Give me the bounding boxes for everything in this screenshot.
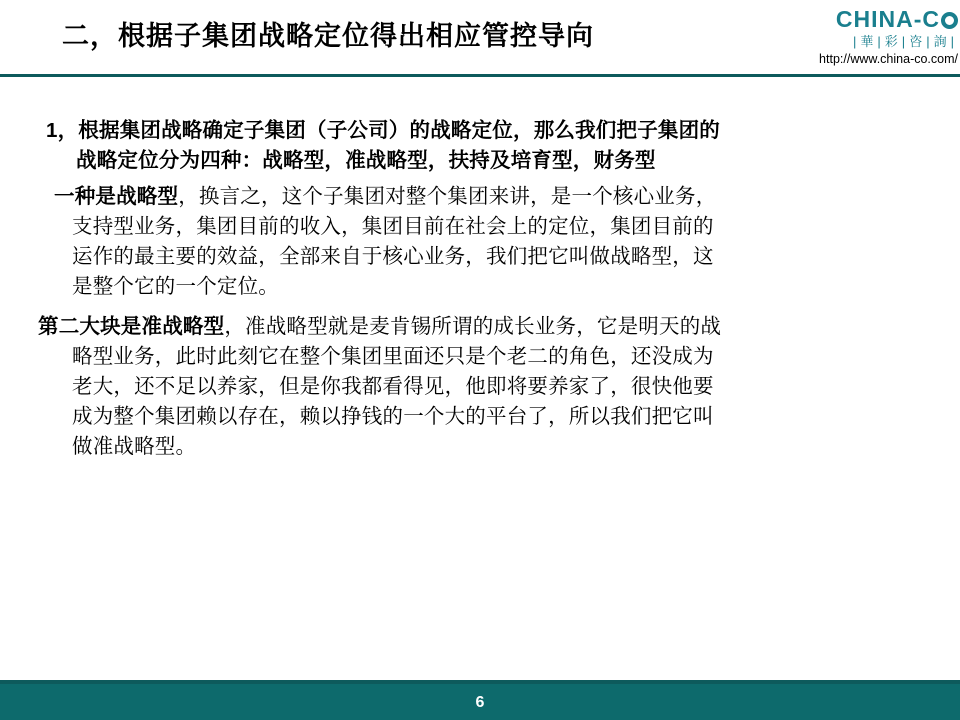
slide-header — [0, 0, 960, 75]
paragraph-2-lead: 一种是战略型 — [54, 185, 179, 208]
company-url[interactable]: http://www.china-co.com/ — [819, 51, 958, 66]
paragraph-1 — [46, 116, 926, 176]
logo-char-3: 咨 — [909, 34, 926, 49]
slide-body — [0, 100, 960, 670]
paragraph-3-first-line — [34, 312, 928, 342]
logo-char-2: 彩 — [884, 34, 901, 49]
paragraph-3-line-4: 成为整个集团赖以存在，赖以挣钱的一个大的平台了，所以我们把它叫 — [72, 405, 714, 428]
paragraph-1-line-2: 战略定位分为四种：战略型，准战略型，扶持及培育型，财务型 — [76, 149, 656, 172]
paragraph-2-line-3: 运作的最主要的效益，全部来自于核心业务，我们把它叫做战略型，这 — [72, 245, 714, 268]
paragraph-2 — [34, 182, 928, 302]
paragraph-3-line-1: ，准战略型就是麦肯锡所谓的成长业务，它是明天的战 — [224, 315, 722, 338]
logo-chinese-name: |華|彩|咨|詢| — [852, 34, 957, 49]
logo-brand-text — [758, 8, 958, 31]
paragraph-3-lead: 第二大块是准战略型 — [38, 315, 225, 338]
paragraph-3-line-5: 做准战略型。 — [72, 435, 197, 458]
logo-ring-icon — [941, 12, 958, 29]
paragraph-2-line-4: 是整个它的一个定位。 — [72, 275, 279, 298]
paragraph-2-first-line — [34, 182, 928, 212]
logo-brand-label: CHINA-C — [835, 6, 940, 32]
company-logo — [758, 8, 958, 66]
page-number: 6 — [475, 694, 485, 711]
paragraph-1-line-1: 1，根据集团战略确定子集团（子公司）的战略定位，那么我们把子集团的 — [46, 119, 720, 142]
page-title: 二，根据子集团战略定位得出相应管控导向 — [62, 21, 594, 51]
logo-char-1: 華 — [860, 34, 877, 49]
paragraph-3 — [34, 312, 928, 462]
header-divider — [0, 74, 960, 77]
paragraph-3-line-2: 略型业务，此时此刻它在整个集团里面还只是个老二的角色，还没成为 — [72, 345, 714, 368]
logo-char-4: 詢 — [933, 34, 950, 49]
paragraph-2-line-1: ，换言之，这个子集团对整个集团来讲，是一个核心业务， — [178, 185, 717, 208]
paragraph-2-line-2: 支持型业务，集团目前的收入，集团目前在社会上的定位，集团目前的 — [72, 215, 714, 238]
paragraph-3-line-3: 老大，还不足以养家，但是你我都看得见，他即将要养家了，很快他要 — [72, 375, 714, 398]
